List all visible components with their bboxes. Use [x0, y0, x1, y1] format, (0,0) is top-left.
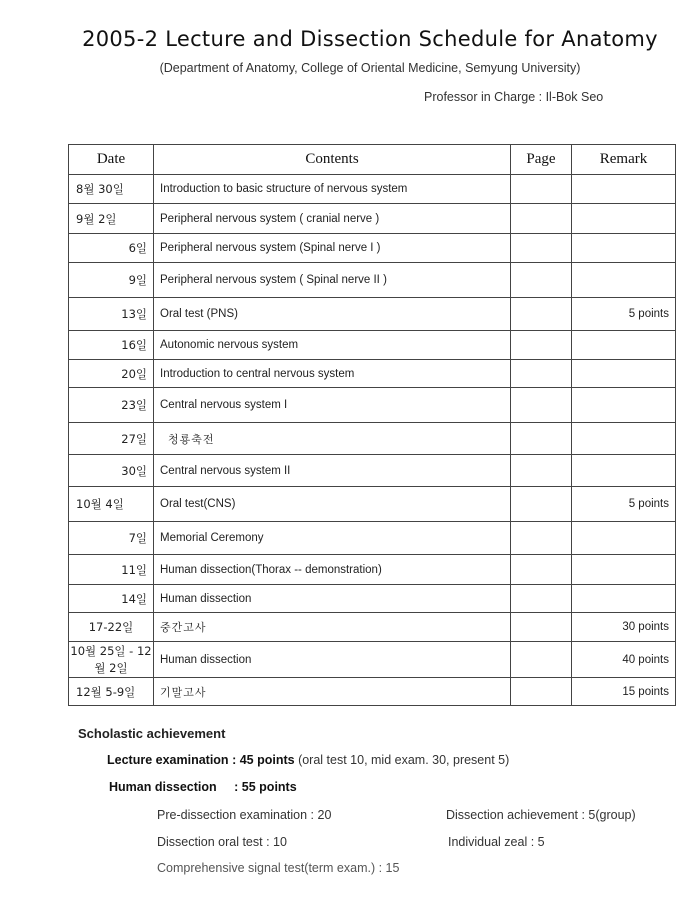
row-date: 13일 — [69, 298, 154, 331]
row-date: 11일 — [69, 555, 154, 585]
row-contents: Autonomic nervous system — [154, 331, 511, 360]
row-page — [511, 522, 572, 555]
row-contents: Human dissection — [154, 585, 511, 613]
dissection-oral-test-item: Dissection oral test : 10 — [157, 835, 287, 849]
row-remark — [572, 455, 676, 487]
table-row — [69, 204, 676, 234]
comprehensive-test-item: Comprehensive signal test(term exam.) : 15 — [157, 861, 400, 875]
row-page — [511, 642, 572, 678]
page-title: 2005-2 Lecture and Dissection Schedule for Anatomy — [82, 27, 658, 51]
human-dissection-label: Human dissection — [109, 780, 217, 794]
row-contents: 청룡축전 — [154, 423, 511, 455]
row-page — [511, 487, 572, 522]
row-contents: Human dissection — [154, 642, 511, 678]
table-row — [69, 585, 676, 613]
department-subtitle: (Department of Anatomy, College of Oriental Medicine, Semyung University) — [159, 61, 581, 75]
row-remark — [572, 263, 676, 298]
row-date: 8월 30일 — [69, 175, 154, 204]
header-contents: Contents — [154, 145, 511, 175]
lecture-examination-detail: (oral test 10, mid exam. 30, present 5) — [298, 753, 510, 767]
row-contents: Peripheral nervous system ( cranial nerve ) — [154, 204, 511, 234]
row-date: 23일 — [69, 388, 154, 423]
row-page — [511, 455, 572, 487]
table-row — [69, 423, 676, 455]
row-date: 6일 — [69, 234, 154, 263]
row-remark: 5 points — [572, 487, 676, 522]
lecture-examination-line — [107, 753, 509, 767]
table-row — [69, 455, 676, 487]
row-remark — [572, 388, 676, 423]
row-contents: Oral test(CNS) — [154, 487, 511, 522]
table-row — [69, 678, 676, 706]
table-row — [69, 522, 676, 555]
row-remark — [572, 585, 676, 613]
table-row — [69, 263, 676, 298]
header-date: Date — [69, 145, 154, 175]
row-page — [511, 234, 572, 263]
dissection-achievement-item: Dissection achievement : 5(group) — [446, 808, 636, 822]
row-date: 12월 5-9일 — [69, 678, 154, 706]
row-remark: 30 points — [572, 613, 676, 642]
table-row — [69, 331, 676, 360]
row-date: 16일 — [69, 331, 154, 360]
row-contents: Central nervous system I — [154, 388, 511, 423]
table-row — [69, 613, 676, 642]
table-row — [69, 234, 676, 263]
row-date: 9월 2일 — [69, 204, 154, 234]
row-date: 14일 — [69, 585, 154, 613]
lecture-examination-points: : 45 points — [232, 753, 295, 767]
row-remark: 15 points — [572, 678, 676, 706]
row-remark — [572, 204, 676, 234]
row-remark: 40 points — [572, 642, 676, 678]
row-contents: Central nervous system II — [154, 455, 511, 487]
table-row — [69, 388, 676, 423]
row-remark: 5 points — [572, 298, 676, 331]
row-page — [511, 360, 572, 388]
row-page — [511, 678, 572, 706]
header-page: Page — [511, 145, 572, 175]
row-page — [511, 613, 572, 642]
row-page — [511, 555, 572, 585]
table-row — [69, 555, 676, 585]
row-contents: 기말고사 — [154, 678, 511, 706]
table-row — [69, 360, 676, 388]
human-dissection-points: : 55 points — [234, 780, 297, 794]
row-remark — [572, 234, 676, 263]
professor-in-charge: Professor in Charge : Il-Bok Seo — [424, 90, 604, 104]
row-remark — [572, 555, 676, 585]
row-remark — [572, 360, 676, 388]
row-page — [511, 585, 572, 613]
row-date: 10월 25일 - 12월 2일 — [69, 642, 154, 678]
schedule-table — [68, 144, 676, 706]
row-date: 17-22일 — [69, 613, 154, 642]
row-page — [511, 204, 572, 234]
row-date: 30일 — [69, 455, 154, 487]
row-page — [511, 263, 572, 298]
row-contents: Peripheral nervous system ( Spinal nerve II ) — [154, 263, 511, 298]
header-remark: Remark — [572, 145, 676, 175]
row-contents: Peripheral nervous system (Spinal nerve I ) — [154, 234, 511, 263]
row-remark — [572, 331, 676, 360]
row-contents: Oral test (PNS) — [154, 298, 511, 331]
row-date: 7일 — [69, 522, 154, 555]
row-page — [511, 388, 572, 423]
row-contents: Memorial Ceremony — [154, 522, 511, 555]
lecture-examination-label: Lecture examination — [107, 753, 229, 767]
row-remark — [572, 175, 676, 204]
table-row — [69, 487, 676, 522]
row-remark — [572, 522, 676, 555]
table-row — [69, 175, 676, 204]
table-header-row — [69, 145, 676, 175]
row-contents: 중간고사 — [154, 613, 511, 642]
pre-dissection-item: Pre-dissection examination : 20 — [157, 808, 332, 822]
scholastic-achievement-title: Scholastic achievement — [78, 726, 226, 741]
row-page — [511, 423, 572, 455]
row-page — [511, 331, 572, 360]
table-row — [69, 642, 676, 678]
row-date: 9일 — [69, 263, 154, 298]
row-contents: Introduction to basic structure of nervous system — [154, 175, 511, 204]
individual-zeal-item: Individual zeal : 5 — [448, 835, 545, 849]
row-contents: Human dissection(Thorax -- demonstration) — [154, 555, 511, 585]
row-page — [511, 298, 572, 331]
row-date: 10월 4일 — [69, 487, 154, 522]
row-remark — [572, 423, 676, 455]
row-date: 27일 — [69, 423, 154, 455]
row-date: 20일 — [69, 360, 154, 388]
row-contents: Introduction to central nervous system — [154, 360, 511, 388]
human-dissection-line — [109, 780, 297, 794]
row-page — [511, 175, 572, 204]
table-row — [69, 298, 676, 331]
